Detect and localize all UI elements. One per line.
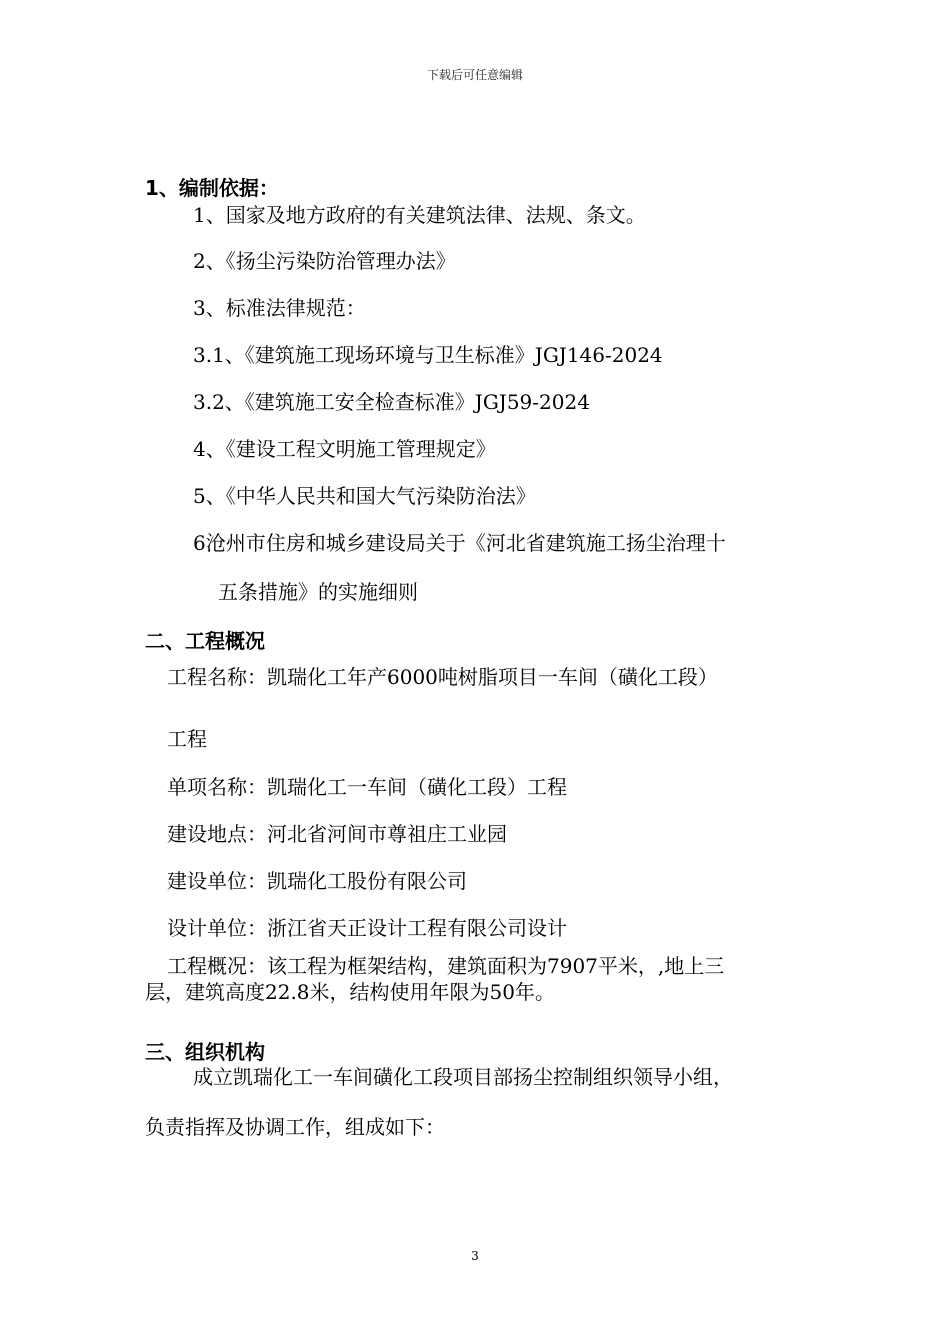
organization-paragraph-continued: 负责指挥及协调工作，组成如下： [145, 1115, 445, 1139]
basis-item: 6沧州市住房和城乡建设局关于《河北省建筑施工扬尘治理十 [193, 531, 726, 555]
construction-unit: 建设单位：凯瑞化工股份有限公司 [167, 869, 467, 893]
header-note: 下载后可任意编辑 [426, 68, 523, 82]
project-overview: 工程概况：该工程为框架结构，建筑面积为7907平米，,地上三 [167, 954, 725, 978]
project-name: 工程名称：凯瑞化工年产6000吨树脂项目一车间（磺化工段） [167, 665, 718, 689]
basis-item: 3.1、《建筑施工现场环境与卫生标准》JGJ146-2024 [193, 343, 663, 367]
design-unit: 设计单位：浙江省天正设计工程有限公司设计 [167, 916, 567, 940]
basis-item: 2、《扬尘污染防治管理办法》 [193, 249, 456, 273]
page-number: 3 [471, 1249, 479, 1263]
basis-item: 1、国家及地方政府的有关建筑法律、法规、条文。 [193, 203, 646, 227]
project-name-continued: 工程 [167, 727, 207, 751]
basis-item: 5、《中华人民共和国大气污染防治法》 [193, 484, 536, 508]
section-1-heading: 1、编制依据： [145, 176, 279, 200]
basis-item: 3.2、《建筑施工安全检查标准》JGJ59-2024 [193, 390, 590, 414]
construction-location: 建设地点：河北省河间市尊祖庄工业园 [167, 822, 507, 846]
project-overview-continued: 层，建筑高度22.8米，结构使用年限为50年。 [145, 980, 555, 1004]
basis-item-continued: 五条措施》的实施细则 [218, 580, 418, 604]
section-2-heading: 二、工程概况 [145, 629, 265, 653]
organization-paragraph: 成立凯瑞化工一车间磺化工段项目部扬尘控制组织领导小组， [193, 1065, 733, 1089]
item-name: 单项名称：凯瑞化工一车间（磺化工段）工程 [167, 775, 567, 799]
section-3-heading: 三、组织机构 [145, 1040, 265, 1064]
basis-item: 3、标准法律规范： [193, 296, 366, 320]
basis-item: 4、《建设工程文明施工管理规定》 [193, 437, 496, 461]
